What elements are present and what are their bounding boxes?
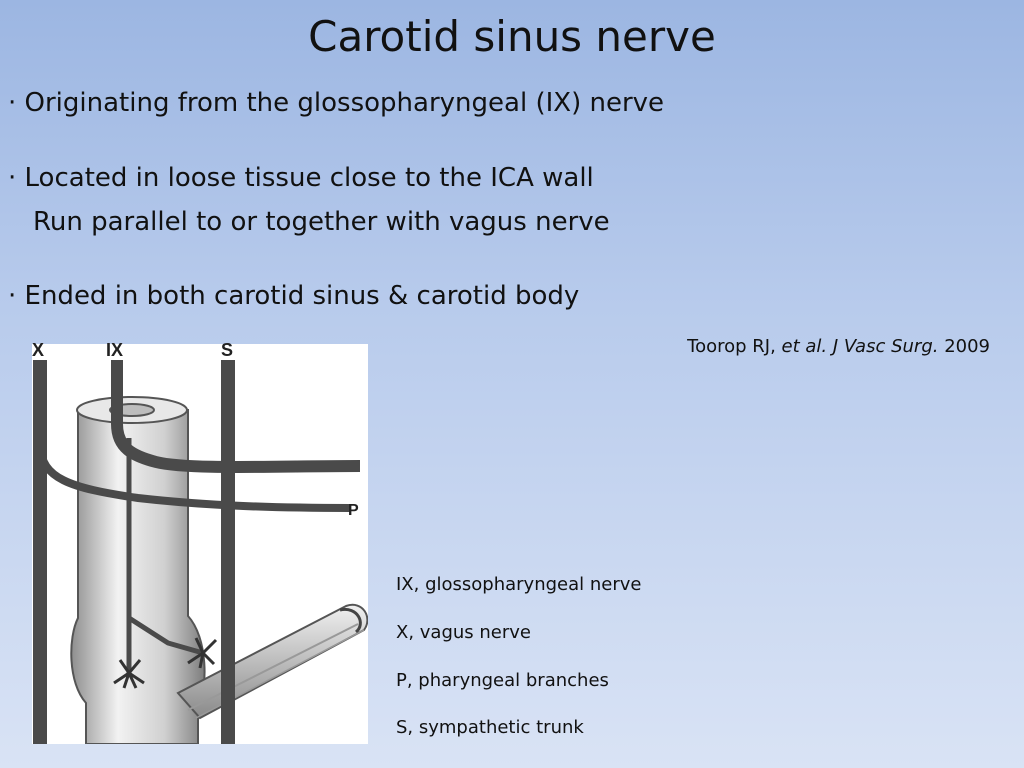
citation-journal: et al. J Vasc Surg.: [781, 336, 939, 357]
legend-item-glossopharyngeal: IX, glossopharyngeal nerve: [396, 574, 642, 595]
legend-item-pharyngeal: P, pharyngeal branches: [396, 670, 609, 691]
legend-item-sympathetic: S, sympathetic trunk: [396, 717, 584, 738]
citation-authors: Toorop RJ,: [687, 336, 782, 357]
bullet-location-continued: Run parallel to or together with vagus nerve: [33, 207, 610, 237]
carotid-anatomy-diagram: [28, 338, 368, 744]
vagus-nerve: [33, 360, 47, 744]
label-p: P: [348, 502, 359, 519]
label-x: X: [32, 340, 45, 360]
sympathetic-trunk: [221, 360, 235, 744]
bullet-location: · Located in loose tissue close to the ICA wall: [8, 163, 594, 193]
citation-year: 2009: [938, 336, 990, 357]
label-s: S: [221, 340, 234, 360]
bullet-origin: · Originating from the glossopharyngeal (IX) nerve: [8, 88, 665, 118]
label-ix: IX: [106, 340, 124, 360]
slide-title: Carotid sinus nerve: [308, 12, 716, 61]
citation: [687, 336, 990, 357]
legend-item-vagus: X, vagus nerve: [396, 622, 531, 643]
bullet-ending: · Ended in both carotid sinus & carotid body: [8, 281, 580, 311]
